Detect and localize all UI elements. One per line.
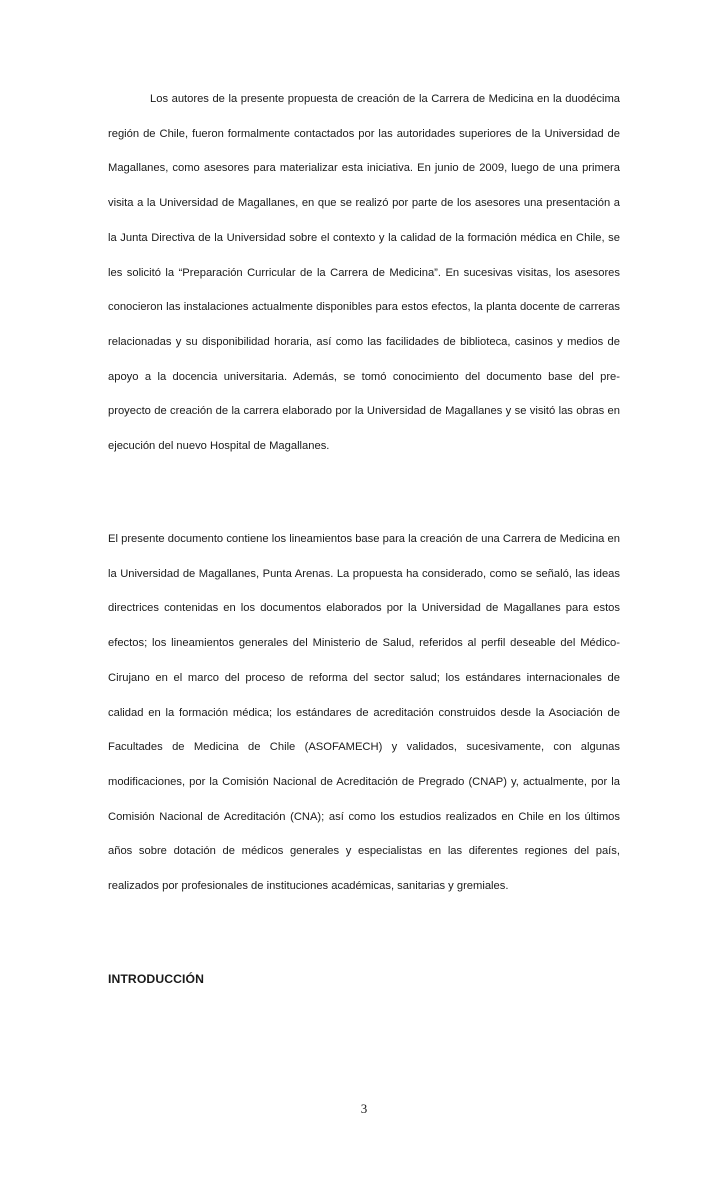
section-heading-introduccion: INTRODUCCIÓN [108,972,204,986]
paragraph-authors: Los autores de la presente propuesta de creación de la Carrera de Medicina en la duodécima región de Chile, fueron formalmente contactados por las autoridades superiores de la Universidad de Magallanes, como asesores para materializar esta iniciativa. En junio de 2009, luego de una primera visita a la Universidad de Magallanes, en que se realizó por parte de los asesores una presentación a la Junta Directiva de la Universidad sobre el contexto y la calidad de la formación médica en Chile, se les solicitó la “Preparación Curricular de la Carrera de Medicina”. En sucesivas visitas, los asesores conocieron las instalaciones actualmente disponibles para estos efectos, la planta docente de carreras relacionadas y su disponibilidad horaria, así como las facilidades de biblioteca, casinos y medios de apoyo a la docencia universitaria. Además, se tomó conocimiento del documento base del pre-proyecto de creación de la carrera elaborado por la Universidad de Magallanes y se visitó las obras en ejecución del nuevo Hospital de Magallanes. [108,93,620,453]
paragraph-document-scope: El presente documento contiene los lineamientos base para la creación de una Carrera de Medicina en la Universidad de Magallanes, Punta Arenas. La propuesta ha considerado, como se señaló, las ideas directrices contenidas en los documentos elaborados por la Universidad de Magallanes para estos efectos; los lineamientos generales del Ministerio de Salud, referidos al perfil deseable del Médico-Cirujano en el marco del proceso de reforma del sector salud; los estándares internacionales de calidad en la formación médica; los estándares de acreditación construidos desde la Asociación de Facultades de Medicina de Chile (ASOFAMECH) y validados, sucesivamente, con algunas modificaciones, por la Comisión Nacional de Acreditación de Pregrado (CNAP) y, actualmente, por la Comisión Nacional de Acreditación (CNA); así como los estudios realizados en Chile en los últimos años sobre dotación de médicos generales y especialistas en las diferentes regiones del país, realizados por profesionales de instituciones académicas, sanitarias y gremiales. [108,533,620,893]
page-number: 3 [360,1101,368,1116]
